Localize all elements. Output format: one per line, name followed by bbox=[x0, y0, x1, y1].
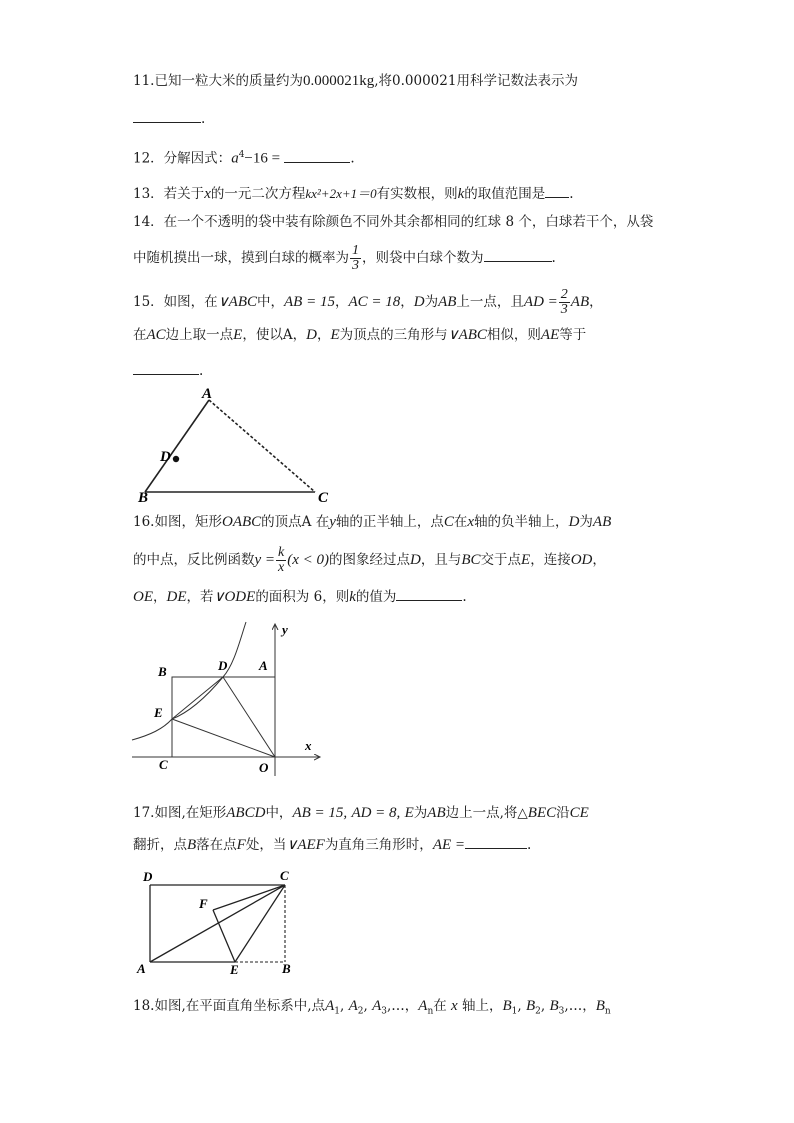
q15-t12: 相似，则 bbox=[486, 327, 541, 343]
q17-diagonal-ac bbox=[150, 885, 285, 962]
q14-period: . bbox=[551, 250, 556, 266]
q17-rectangle-figure bbox=[135, 866, 305, 978]
q16-y: y bbox=[329, 514, 336, 530]
q16-segment-od bbox=[223, 677, 275, 757]
question-12 bbox=[133, 145, 355, 169]
q16-label-b: B bbox=[158, 664, 167, 679]
q14-answer-blank[interactable] bbox=[484, 247, 552, 262]
question-15-line1 bbox=[133, 284, 603, 320]
q16-t2: 的顶点A 在 bbox=[261, 514, 330, 530]
q18-t3-sub: 3 bbox=[558, 1006, 565, 1017]
q16-oe: OE bbox=[133, 589, 153, 605]
q16-period: . bbox=[462, 589, 467, 605]
q16-oabc: OABC bbox=[221, 514, 262, 530]
q18-t2-sub: 2 bbox=[535, 1006, 541, 1017]
q13-answer-blank[interactable] bbox=[545, 183, 569, 198]
q17-label-c: C bbox=[280, 868, 289, 883]
q12-period: . bbox=[350, 150, 355, 167]
q16-label-e: E bbox=[154, 705, 163, 720]
question-18-line1: 18.如图,在平面直角坐标系中,点$A_1$, $A_2$, $A_3,\dots$，$A_n$在 x 轴上，$B_1$, $B_2$, $B_3,\dots$，$B_n$ bbox=[133, 998, 611, 1017]
q15-t10: ， bbox=[316, 327, 331, 343]
q18-s2: 2 bbox=[357, 1006, 364, 1017]
q11-mass: 0.000021kg bbox=[302, 73, 375, 89]
q17-t2: 中， bbox=[265, 805, 293, 821]
q16-bc: BC bbox=[461, 552, 481, 568]
q16-label-y: y bbox=[282, 622, 288, 637]
q16-t15: 的面积为 6，则 bbox=[255, 589, 350, 605]
q16-t6: 为 bbox=[579, 514, 593, 530]
q18-b2: B bbox=[526, 998, 536, 1014]
q17-abcd: ABCD bbox=[226, 805, 266, 821]
q16-t3: 轴的正半轴上，点 bbox=[335, 514, 444, 530]
question-13 bbox=[133, 183, 574, 204]
q16-t12: ， bbox=[592, 552, 606, 568]
q11-answer-blank[interactable] bbox=[133, 108, 201, 123]
q12-expr: −16 = bbox=[244, 150, 281, 167]
q15-frac-num: 2 bbox=[560, 287, 568, 302]
q15-ab2: AB bbox=[438, 294, 457, 310]
q17-period: . bbox=[527, 837, 532, 853]
q17-e: E bbox=[404, 805, 414, 821]
q17-f: F bbox=[236, 837, 246, 853]
q17-segment-ce bbox=[235, 885, 285, 962]
q15-side-ac bbox=[209, 400, 315, 492]
q17-label-b: B bbox=[282, 961, 291, 976]
q15-t13: 等于 bbox=[559, 327, 587, 343]
q15-point-d bbox=[173, 456, 179, 462]
q18-sn: n bbox=[427, 1006, 434, 1017]
q16-t9: ，且与 bbox=[420, 552, 462, 568]
q18-t2: 在 bbox=[433, 998, 447, 1014]
q15-side-ab bbox=[145, 400, 209, 492]
q16-answer-blank[interactable] bbox=[396, 586, 462, 601]
q16-t4: 在 bbox=[453, 514, 468, 530]
q16-coordinate-figure bbox=[130, 618, 330, 778]
q16-c: C bbox=[443, 514, 454, 530]
q17-t1: 17.如图,在矩形 bbox=[133, 805, 227, 821]
q17-ce: CE bbox=[569, 805, 589, 821]
q18-a3: A bbox=[372, 998, 382, 1014]
q18-t1-sub: 1 bbox=[511, 1006, 518, 1017]
q13-var-k: k bbox=[457, 186, 465, 202]
q16-t13: ， bbox=[153, 589, 167, 605]
q15-triangle2: ∨ABC bbox=[447, 327, 487, 343]
q17-label-f: F bbox=[199, 896, 208, 911]
q18-t3: 轴上， bbox=[462, 998, 503, 1014]
q15-fraction bbox=[559, 288, 570, 317]
q13-text-d: 的取值范围是 bbox=[464, 186, 546, 202]
q16-cond: (x < 0) bbox=[287, 552, 330, 568]
q14-text-b: 中随机摸出一球，摸到白球的概率为 bbox=[133, 250, 349, 266]
q16-label-x: x bbox=[305, 738, 312, 753]
q17-t6: 翻折，点 bbox=[133, 837, 187, 853]
q16-frac-num: k bbox=[278, 545, 285, 560]
q16-hyperbola bbox=[132, 622, 246, 740]
q16-ab: AB bbox=[592, 514, 612, 530]
q15-ab: AB = 15 bbox=[284, 294, 335, 310]
q16-fraction bbox=[276, 546, 286, 575]
q15-answer-blank[interactable] bbox=[133, 360, 199, 375]
q15-ac2: AC bbox=[146, 327, 166, 343]
q17-t5: 沿 bbox=[556, 805, 570, 821]
q17-ad: AD = 8, bbox=[351, 805, 401, 821]
q15-period: . bbox=[199, 363, 204, 379]
q16-d2: D bbox=[410, 552, 421, 568]
q17-ae: AE = bbox=[432, 837, 466, 853]
q15-label-d: D bbox=[160, 449, 171, 465]
q11-answer-line bbox=[133, 108, 205, 129]
q13-period: . bbox=[569, 186, 574, 202]
q15-d2: D bbox=[306, 327, 317, 343]
q17-answer-blank[interactable] bbox=[465, 834, 527, 849]
q18-s3: 3 bbox=[381, 1006, 387, 1017]
q15-t5: 上一点，且 bbox=[456, 294, 524, 310]
q14-fraction bbox=[350, 244, 361, 273]
q18-dots: …， bbox=[391, 998, 419, 1014]
q15-t9: ，使以A， bbox=[242, 327, 307, 343]
q15-ab3: AB bbox=[570, 294, 590, 310]
q15-t3: ， bbox=[400, 294, 414, 310]
q15-triangle: ∨ABC bbox=[217, 294, 257, 310]
q17-bec: BEC bbox=[527, 805, 557, 821]
q17-t4: 边上一点,将△ bbox=[445, 805, 528, 821]
question-17-line2 bbox=[133, 834, 531, 855]
q15-ad: AD = bbox=[523, 294, 558, 310]
q17-t7: 落在点 bbox=[196, 837, 237, 853]
q16-label-o: O bbox=[259, 760, 269, 775]
q17-t3: 为 bbox=[413, 805, 428, 821]
q16-t10: 交于点 bbox=[480, 552, 522, 568]
q18-b3: B bbox=[549, 998, 559, 1014]
q16-t1: 16.如图，矩形 bbox=[133, 514, 222, 530]
q18-b1: B bbox=[502, 998, 512, 1014]
q15-t4: 为 bbox=[424, 294, 439, 310]
q12-exponent: 4 bbox=[238, 150, 245, 160]
q15-e2: E bbox=[330, 327, 340, 343]
question-11 bbox=[133, 71, 578, 91]
q15-ae: AE bbox=[540, 327, 560, 343]
q14-text-c: ，则袋中白球个数为 bbox=[362, 250, 484, 266]
q17-ab2: AB bbox=[427, 805, 446, 821]
q11-text: 11.已知一粒大米的质量约为 bbox=[133, 73, 303, 89]
question-15-line2 bbox=[133, 325, 586, 345]
q18-bn: B bbox=[595, 998, 605, 1014]
question-16-line3 bbox=[133, 586, 467, 607]
q18-a1: A bbox=[325, 998, 335, 1014]
q17-ab: AB = 15, bbox=[292, 805, 348, 821]
q15-d: D bbox=[413, 294, 425, 310]
q15-t6: ， bbox=[589, 294, 603, 310]
q14-frac-den: 3 bbox=[352, 258, 359, 273]
q11-text-b: ,将0.000021用科学记数法表示为 bbox=[374, 73, 578, 89]
q17-t9: 为直角三角形时， bbox=[324, 837, 433, 853]
q15-answer-line bbox=[133, 360, 203, 381]
q16-t11: ，连接 bbox=[530, 552, 571, 568]
q15-label-c: C bbox=[318, 490, 329, 505]
q17-triangle: ∨AEF bbox=[286, 837, 325, 853]
q13-text-a: 13．若关于 bbox=[133, 186, 205, 202]
q16-segment-de bbox=[172, 677, 223, 719]
question-16-line2 bbox=[133, 541, 606, 579]
q15-frac-den: 3 bbox=[560, 302, 568, 317]
q16-od: OD bbox=[570, 552, 593, 568]
q16-t14: ，若 bbox=[186, 589, 214, 605]
q16-e: E bbox=[521, 552, 531, 568]
question-16-line1 bbox=[133, 512, 611, 532]
q18-s1: 1 bbox=[334, 1006, 340, 1017]
q16-label-a: A bbox=[259, 658, 268, 673]
q16-frac-den: x bbox=[278, 560, 285, 575]
q16-label-d: D bbox=[218, 658, 228, 673]
q12-var-a: a bbox=[231, 150, 239, 167]
q15-t7: 在 bbox=[133, 327, 147, 343]
question-17-line1 bbox=[133, 803, 589, 823]
q15-e: E bbox=[233, 327, 243, 343]
q14-frac-num: 1 bbox=[352, 243, 359, 258]
q13-text-b: 的一元二次方程 bbox=[210, 186, 306, 202]
q14-text-a: 14．在一个不透明的袋中装有除颜色不同外其余都相同的红球 8 个，白球若干个，从袋 bbox=[133, 214, 654, 230]
q16-d: D bbox=[568, 514, 580, 530]
q18-x: x bbox=[451, 998, 458, 1014]
q17-segment-fe bbox=[213, 910, 235, 962]
q16-t5: 轴的负半轴上， bbox=[474, 514, 569, 530]
q15-t1: 15．如图，在 bbox=[133, 294, 218, 310]
q16-label-c: C bbox=[159, 757, 168, 772]
q17-label-d: D bbox=[143, 869, 153, 884]
q17-label-e: E bbox=[230, 962, 239, 977]
q16-segment-oe bbox=[172, 719, 275, 757]
q16-k: k bbox=[349, 589, 356, 605]
q16-x: x bbox=[467, 514, 475, 530]
q15-t11: 为顶点的三角形与 bbox=[339, 327, 448, 343]
q17-b: B bbox=[187, 837, 197, 853]
q11-period: . bbox=[201, 111, 206, 127]
q16-de: DE bbox=[166, 589, 187, 605]
q18-an: A bbox=[418, 998, 428, 1014]
q15-label-a: A bbox=[202, 386, 213, 402]
q15-comma: ， bbox=[334, 294, 349, 310]
q12-text: 12．分解因式： bbox=[133, 150, 232, 167]
q15-ac: AC = 18 bbox=[348, 294, 401, 310]
q16-t7: 的中点，反比例函数 bbox=[133, 552, 255, 568]
question-14-line1 bbox=[133, 212, 653, 232]
q16-t16: 的值为 bbox=[355, 589, 397, 605]
q12-answer-blank[interactable] bbox=[284, 148, 350, 163]
q16-rectangle bbox=[172, 677, 275, 757]
q18-tn: n bbox=[604, 1006, 611, 1017]
q15-label-b: B bbox=[138, 490, 149, 505]
q13-text-c: 有实数根，则 bbox=[376, 186, 458, 202]
q18-t1: 18.如图,在平面直角坐标系中,点 bbox=[133, 998, 326, 1014]
q13-var-x: x bbox=[204, 186, 211, 202]
q15-t8: 边上取一点 bbox=[165, 327, 234, 343]
q15-t2: 中， bbox=[257, 294, 284, 310]
q18-dots2: …， bbox=[568, 998, 596, 1014]
q16-triangle: ∨ODE bbox=[213, 589, 256, 605]
q18-a2: A bbox=[348, 998, 358, 1014]
q16-fy: y = bbox=[254, 552, 276, 568]
q17-label-a: A bbox=[137, 961, 146, 976]
q13-equation: kx²+2x+1＝0 bbox=[305, 186, 377, 201]
q17-t8: 处，当 bbox=[245, 837, 287, 853]
question-14-line2 bbox=[133, 240, 556, 276]
q16-t8: 的图象经过点 bbox=[329, 552, 411, 568]
q15-triangle-figure bbox=[135, 380, 345, 505]
